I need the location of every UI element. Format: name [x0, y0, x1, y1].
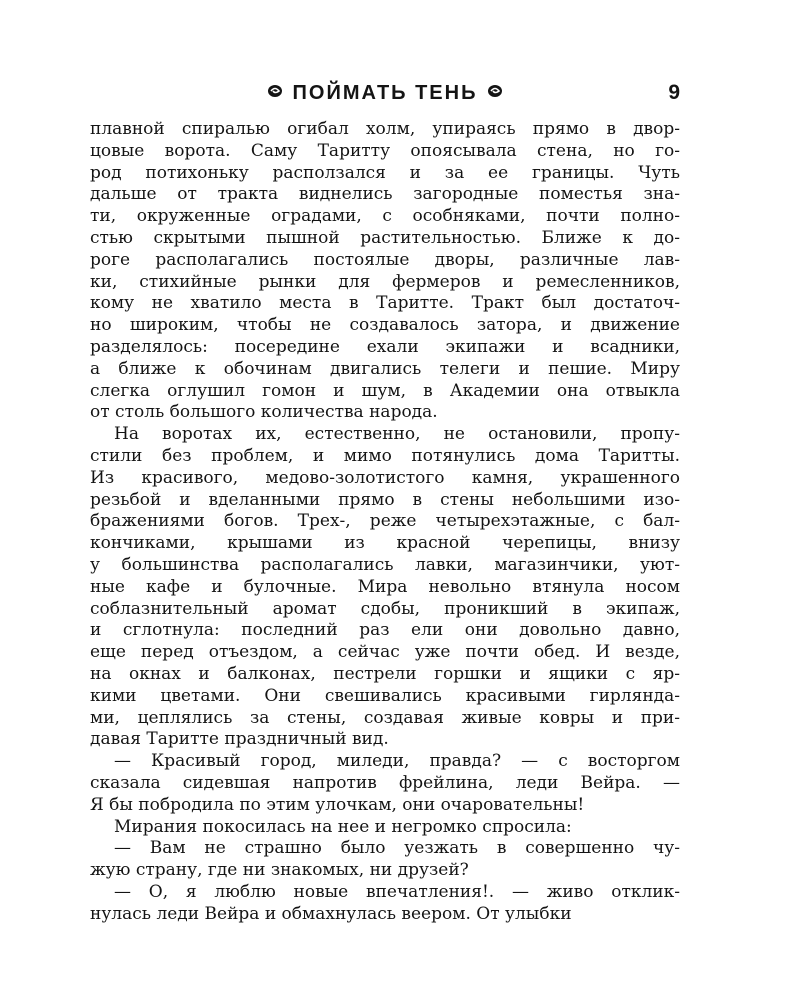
text-line: Мирания покосилась на нее и негромко спросила:: [114, 816, 572, 837]
text-line: Я бы побродила по этим улочкам, они очаровательны!: [90, 794, 585, 815]
text-line: — Вам не страшно было уезжать в совершенно чу-: [114, 838, 680, 859]
text-line: но широким, чтобы не создавалось затора, и движение: [90, 315, 680, 336]
text-line: Из красивого, медово-золотистого камня, украшенного: [90, 467, 680, 488]
paragraph: [90, 119, 680, 424]
text-line: сказала сидевшая напротив фрейлина, леди Вейра. —: [90, 772, 680, 793]
body-text: [90, 119, 680, 925]
text-line: и сглотнула: последний раз ели они довольно давно,: [90, 620, 680, 641]
paragraph: [90, 751, 680, 816]
text-line: стью скрытыми пышной растительностью. Ближе к до-: [90, 227, 680, 248]
text-line: ные кафе и булочные. Мира невольно втянула носом: [90, 576, 680, 597]
paragraph: [90, 882, 680, 926]
text-line: плавной спиралью огибал холм, упираясь прямо в двор-: [90, 119, 680, 139]
text-line: цовые ворота. Саму Таритту опоясывала стена, но го-: [90, 140, 680, 161]
text-line: кими цветами. Они свешивались красивыми гирлянда-: [90, 685, 680, 706]
text-line: род потихоньку расползался и за ее границы. Чуть: [90, 162, 680, 183]
page-header: [90, 78, 680, 108]
text-line: стили без проблем, и мимо потянулись дома Таритты.: [90, 445, 680, 466]
text-line: давая Таритте праздничный вид.: [90, 729, 389, 750]
text-line: кому не хватило места в Таритте. Тракт был достаточ-: [90, 293, 680, 314]
text-line: резьбой и вделанными прямо в стены небольшими изо-: [90, 489, 680, 510]
text-line: бражениями богов. Трех-, реже четырехэтажные, с бал-: [90, 511, 680, 532]
text-line: ти, окруженные оградами, с особняками, почти полно-: [90, 206, 680, 227]
text-line: у большинства располагались лавки, магазинчики, уют-: [90, 554, 680, 575]
text-line: На воротах их, естественно, не остановили, пропу-: [114, 424, 680, 445]
text-line: дальше от тракта виднелись загородные поместья зна-: [90, 184, 680, 205]
paragraph: [90, 838, 680, 882]
text-line: роге располагались постоялые дворы, различные лав-: [90, 249, 680, 270]
text-line: ки, стихийные рынки для фермеров и ремесленников,: [90, 271, 680, 292]
page-number: 9: [668, 81, 680, 104]
text-line: от столь большого количества народа.: [90, 402, 438, 423]
text-line: нулась леди Вейра и обмахнулась веером. От улыбки: [90, 903, 572, 924]
text-line: соблазнительный аромат сдобы, проникший в экипаж,: [90, 598, 680, 619]
swirl-ornament-icon: [487, 77, 503, 107]
text-line: ми, цеплялись за стены, создавая живые ковры и при-: [90, 707, 680, 728]
paragraph: [90, 817, 680, 839]
running-head: [90, 78, 680, 109]
text-line: а ближе к обочинам двигались телеги и пешие. Миру: [90, 358, 680, 379]
text-line: разделялось: посередине ехали экипажи и всадники,: [90, 336, 680, 357]
text-line: слегка оглушил гомон и шум, в Академии она отвыкла: [90, 380, 680, 401]
paragraph: [90, 424, 680, 751]
text-line: жую страну, где ни знакомых, ни друзей?: [90, 860, 469, 881]
text-line: — О, я люблю новые впечатления!. — живо отклик-: [114, 881, 680, 902]
text-line: — Красивый город, миледи, правда? — с восторгом: [114, 751, 680, 772]
text-line: на окнах и балконах, пестрели горшки и ящики с яр-: [90, 663, 680, 684]
swirl-ornament-icon: [267, 77, 283, 107]
text-line: кончиками, крышами из красной черепицы, внизу: [90, 533, 680, 554]
text-line: еще перед отъездом, а сейчас уже почти обед. И везде,: [90, 642, 680, 663]
running-title: ПОЙМАТЬ ТЕНЬ: [292, 82, 478, 104]
